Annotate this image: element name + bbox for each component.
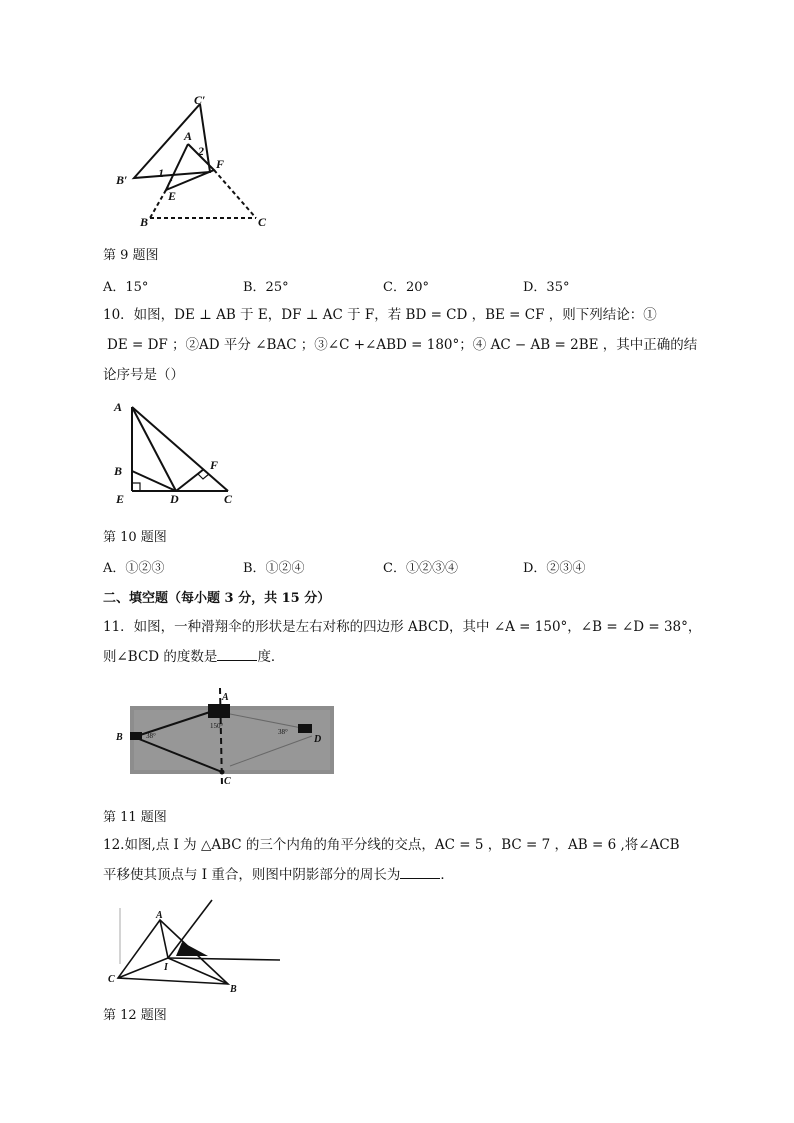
q11-point-c-dot (220, 770, 225, 775)
q12-text (103, 830, 713, 890)
q12-line1: 12.如图,点 I 为 △ABC 的三个内角的角平分线的交点，AC = 5 ，BC = 7 ，AB = 6 ,将∠ACB (103, 837, 680, 853)
q10-line-bd (132, 471, 176, 491)
q12-translated-ray-right (168, 958, 280, 960)
q10-right-angle-f (198, 474, 209, 479)
q11-figure (112, 686, 334, 790)
q12-caption: 第 12 题图 (103, 1008, 167, 1023)
q12-line2-after: ． (440, 867, 454, 883)
section-fill-blank-heading: 二、填空题（每小题 3 分，共 15 分） (103, 591, 331, 606)
q10-label-a: A (114, 400, 123, 414)
q11-label-d: D (314, 734, 322, 745)
q9-option-c: C．20° (383, 280, 429, 295)
q12-label-i: I (164, 962, 168, 973)
q9-option-d: D．35° (523, 280, 570, 295)
q9-option-a: A．15° (103, 280, 149, 295)
q11-line2-after: 度． (257, 649, 285, 665)
q10-line1: 10．如图，DE ⊥ AB 于 E，DF ⊥ AC 于 F，若 BD = CD ，BE = CF ，则下列结论：① (103, 307, 657, 323)
q11-point-d-block (298, 724, 312, 733)
q10-text (103, 300, 703, 390)
q12-line2-before: 平移使其顶点与 I 重合，则图中阴影部分的周长为 (103, 867, 401, 883)
q9-label-1: 1 (158, 166, 164, 180)
q9-label-2: 2 (198, 144, 204, 158)
q9-option-b: B．25° (243, 280, 289, 295)
q9-label-c: C (258, 215, 267, 229)
q9-label-e: E (168, 189, 177, 203)
q10-label-b: B (114, 464, 123, 478)
q11-caption: 第 11 题图 (103, 810, 167, 825)
q12-answer-blank[interactable] (400, 864, 440, 879)
q12-label-c: C (108, 974, 115, 985)
q12-label-b: B (230, 984, 237, 995)
q11-line2-before: 则∠BCD 的度数是 (103, 649, 218, 665)
q9-caption: 第 9 题图 (103, 248, 159, 263)
q9-label-bprime: B′ (116, 173, 128, 187)
q10-right-angle-e (132, 483, 140, 491)
q10-line-df (176, 469, 204, 491)
q12-shaded-region (176, 942, 208, 956)
q10-options (103, 557, 663, 576)
q9-figure (110, 92, 280, 232)
q10-line3: 论序号是（） (103, 367, 184, 383)
q10-label-c: C (224, 492, 233, 506)
q10-option-b: B．①②④ (243, 561, 305, 576)
q9-label-b: B (140, 215, 149, 229)
q11-text (103, 612, 713, 672)
q9-dashed-eb (150, 190, 166, 218)
q11-label-b: B (116, 732, 123, 743)
q10-caption: 第 10 题图 (103, 530, 167, 545)
q9-label-f: F (216, 157, 225, 171)
q11-point-a-block (208, 704, 230, 718)
q10-option-c: C．①②③④ (383, 561, 458, 576)
q11-label-c: C (224, 776, 231, 787)
q11-point-b-block (130, 732, 142, 740)
q9-label-cprime: C′ (194, 93, 206, 107)
q11-line1: 11．如图，一种滑翔伞的形状是左右对称的四边形 ABCD，其中 ∠A = 150°，∠B = ∠D = 38°， (103, 619, 702, 635)
q10-option-d: D．②③④ (523, 561, 586, 576)
q12-bisector-bi (168, 958, 228, 984)
q11-label-38-d: 38° (278, 728, 288, 736)
q10-label-e: E (116, 492, 125, 506)
q9-dashed-fc (214, 170, 256, 218)
q10-line2: DE = DF ；②AD 平分 ∠BAC ；③∠C +∠ABD = 180°；④ AC − AB = 2BE ，其中正确的结 (107, 337, 698, 353)
q11-label-150: 150° (210, 722, 224, 730)
q10-label-d: D (170, 492, 179, 506)
q12-figure (104, 898, 286, 998)
q11-answer-blank[interactable] (217, 646, 257, 661)
q9-label-a: A (184, 129, 193, 143)
q9-triangle-abc-prime (134, 104, 210, 178)
q10-line-ad (132, 407, 176, 491)
q10-option-a: A．①②③ (103, 561, 165, 576)
q10-figure (108, 395, 258, 510)
q11-label-38-b: 38° (146, 732, 156, 740)
q11-label-a: A (222, 692, 229, 703)
q9-options (103, 276, 663, 295)
q12-label-a: A (156, 910, 163, 921)
q11-line2 (103, 642, 713, 672)
q12-line2 (103, 860, 713, 890)
q10-label-f: F (210, 458, 219, 472)
